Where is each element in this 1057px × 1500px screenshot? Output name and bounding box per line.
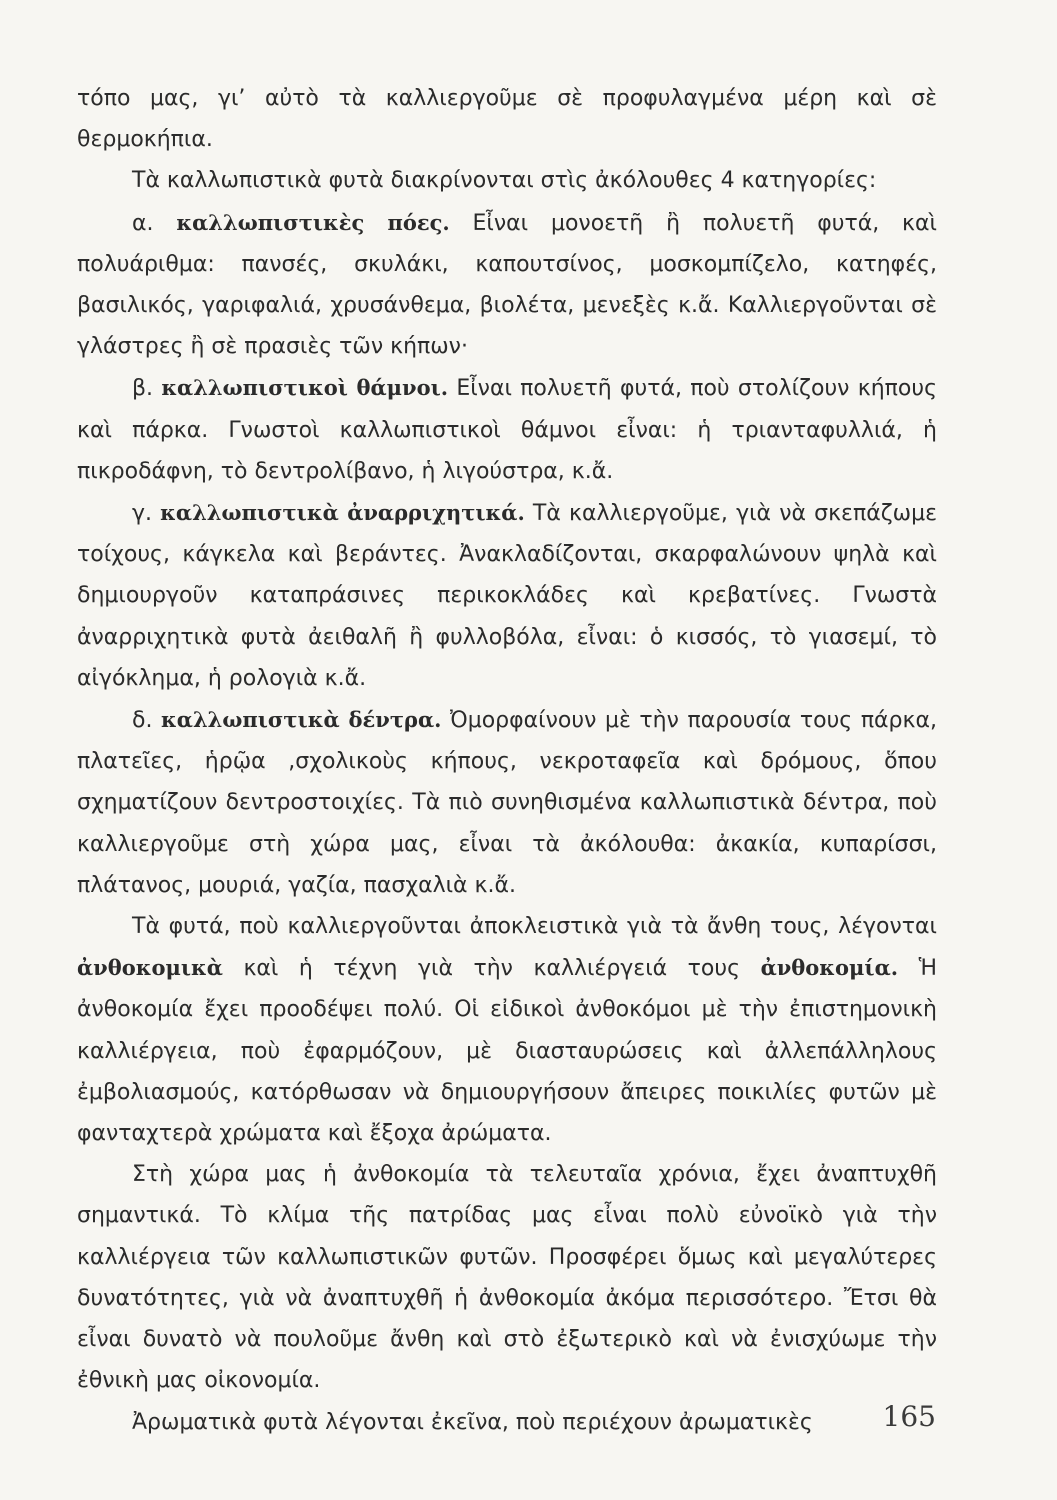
text-run: καὶ ἡ τέχνη γιὰ τὴν καλλιέργειά τους [243,956,741,982]
list-text: Εἶναι μονοετῆ ἢ πολυετῆ φυτά, καὶ πολυάριθμα: πανσές, σκυλάκι, καπουτσίνος, μοσκομπίζελο, κατηφές, βασιλικός, γαριφαλιά, χρυσάνθεμα, βιολέτα, μενεξὲς κ.ἄ. Καλλιεργοῦνται σὲ γλάστρες ἢ σὲ πρασιὲς τῶν κήπων· [77,210,937,360]
paragraph-continuation: τόπο μας, γι’ αὐτὸ τὰ καλλιεργοῦμε σὲ προφυλαγμένα μέρη καὶ σὲ θερμοκήπια. [77,86,937,153]
list-text: Τὰ καλλιεργοῦμε, γιὰ νὰ σκεπάζωμε τοίχους, κάγκελα καὶ βεράντες. Ἀνακλαδίζονται, σκαρφαλώνουν ψηλὰ καὶ δημιουργοῦν καταπράσινες περικοκλάδες καὶ κρεβατίνες. Γνωστὰ ἀναρριχητικὰ φυτὰ ἀειθαλῆ ἢ φυλλοβόλα, εἶναι: ὁ κισσός, τὸ γιασεμί, τὸ αἰγόκλημα, ἡ ρολογιὰ κ.ἄ. [77,501,937,691]
list-heading: καλλωπιστικὲς πόες. [176,209,450,235]
paragraph-aromatic: Ἀρωματικὰ φυτὰ λέγονται ἐκεῖνα, ποὺ περιέχουν ἀρωματικὲς [132,1409,813,1435]
page-number: 165 [882,1400,936,1433]
list-heading: καλλωπιστικοὶ θάμνοι. [161,375,449,401]
list-heading: καλλωπιστικὰ δέντρα. [161,707,442,733]
list-marker: δ. [132,708,153,734]
paragraph-country: Στὴ χώρα μας ἡ ἀνθοκομία τὰ τελευταῖα χρόνια, ἔχει ἀναπτυχθῆ σημαντικά. Τὸ κλίμα τῆς πατρίδας μας εἶναι πολὺ εὐνοϊκὸ γιὰ τὴν καλλιέργεια τῶν καλλωπιστικῶν φυτῶν. Προσφέρει ὅμως καὶ μεγαλύτερες δυνατότητες, γιὰ νὰ ἀναπτυχθῆ ἡ ἀνθοκομία ἀκόμα περισσότερο. Ἔτσι θὰ εἶναι δυνατὸ νὰ πουλοῦμε ἄνθη καὶ στὸ ἐξωτερικὸ καὶ νὰ ἐνισχύωμε τὴν ἐθνικὴ μας οἰκονομία. [77,1162,937,1394]
list-text: Ὀμορφαίνουν μὲ τὴν παρουσία τους πάρκα, πλατεῖες, ἡρῷα ,σχολικοὺς κήπους, νεκροταφεῖα καὶ δρόμους, ὅπου σχηματίζουν δεντροστοιχίες. Τὰ πιὸ συνηθισμένα καλλωπιστικὰ δέντρα, ποὺ καλλιεργοῦμε στὴ χώρα μας, εἶναι τὰ ἀκόλουθα: ἀκακία, κυπαρίσσι, πλάτανος, μουριά, γαζία, πασχαλιὰ κ.ἄ. [77,708,937,898]
list-marker: β. [132,376,154,402]
list-item-herbs [77,202,937,368]
page-body [77,78,937,1443]
paragraph-intro: Τὰ καλλωπιστικὰ φυτὰ διακρίνονται στὶς ἀκόλουθες 4 κατηγορίες: [132,168,877,194]
list-item-trees [77,699,937,906]
list-item-climbers [77,492,937,699]
paragraph-floriculture [77,906,937,1154]
term-anthokomika: ἀνθοκομικὰ [77,955,223,981]
list-marker: γ. [132,501,153,527]
term-anthokomia: ἀνθοκομία. [760,955,899,981]
list-text: Εἶναι πολυετῆ φυτά, ποὺ στολίζουν κήπους καὶ πάρκα. Γνωστοὶ καλλωπιστικοὶ θάμνοι εἶναι: ἡ τριανταφυλλιά, ἡ πικροδάφνη, τὸ δεντρολίβανο, ἡ λιγούστρα, κ.ἄ. [77,376,937,484]
list-heading: καλλωπιστικὰ ἀναρριχητικά. [160,500,525,526]
text-run: Ἡ ἀνθοκομία ἔχει προοδέψει πολύ. Οἱ εἰδικοὶ ἀνθοκόμοι μὲ τὴν ἐπιστημονικὴ καλλιέργεια, ποὺ ἐφαρμόζουν, μὲ διασταυρώσεις καὶ ἀλλεπάλληλους ἐμβολιασμούς, κατόρθωσαν νὰ δημιουργήσουν ἄπειρες ποικιλίες φυτῶν μὲ φανταχτερὰ χρώματα καὶ ἔξοχα ἀρώματα. [77,956,937,1147]
list-item-shrubs [77,367,937,492]
list-marker: α. [132,210,154,236]
text-run: Τὰ φυτά, ποὺ καλλιεργοῦνται ἀποκλειστικὰ γιὰ τὰ ἄνθη τους, λέγονται [132,914,937,940]
